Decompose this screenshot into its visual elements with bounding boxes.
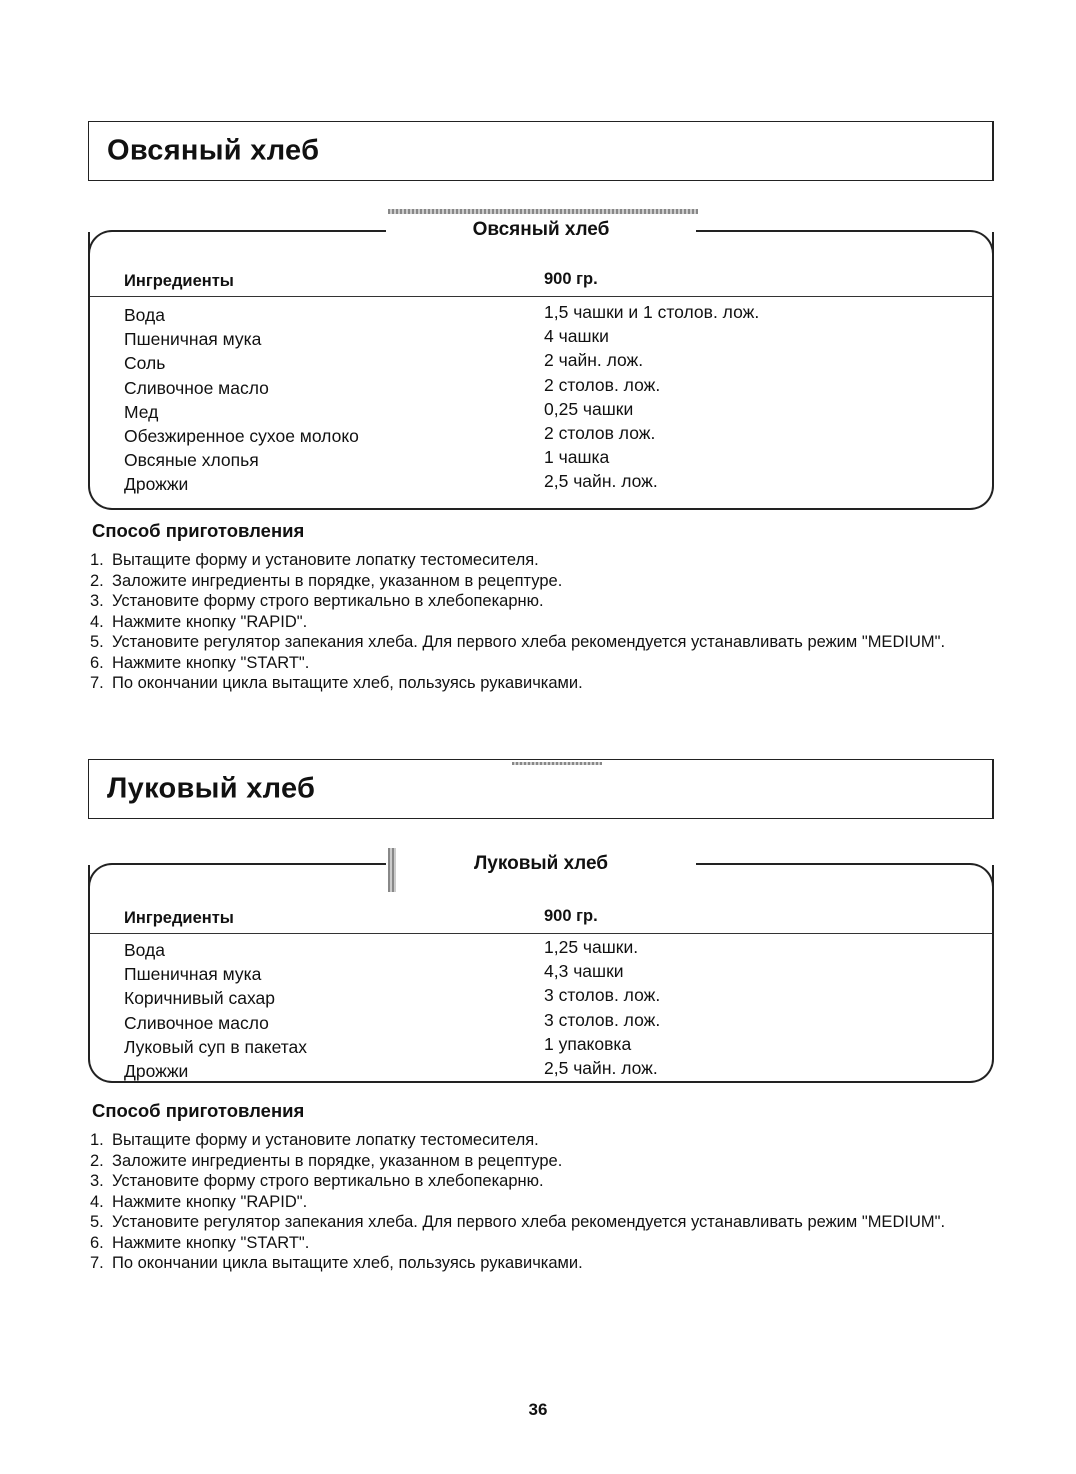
- ingredient-name: Луковый суп в пакетах: [124, 1036, 308, 1057]
- ingredient-amount: 1,25 чашки.: [544, 937, 639, 957]
- ingredient-name: Мед: [124, 401, 159, 422]
- step-text: Нажмите кнопку "RAPID".: [112, 1192, 308, 1211]
- list-item: [90, 673, 990, 694]
- table-row: [90, 328, 992, 352]
- step-text: Нажмите кнопку "START".: [112, 1233, 310, 1252]
- ingredient-name: Коричнивый сахар: [124, 988, 276, 1009]
- ingredient-amount: 0,25 чашки: [544, 398, 634, 419]
- table-row: [90, 374, 992, 401]
- step-text: Заложите ингредиенты в порядке, указанном в рецептуре.: [112, 571, 563, 590]
- step-number: 2.: [90, 571, 104, 590]
- list-item: [90, 1212, 990, 1233]
- step-number: 3.: [90, 1172, 104, 1190]
- ingredient-name: Дрожжи: [124, 474, 189, 495]
- step-number: 5.: [90, 1213, 104, 1231]
- step-text: Установите регулятор запекания хлеба. Для первого хлеба рекомендуется устанавливать режим "MEDIUM".: [112, 1213, 946, 1231]
- table-row: [90, 449, 992, 473]
- column-header-ingredients: Ингредиенты: [124, 272, 234, 290]
- step-text: Установите форму строго вертикально в хлебопекарню.: [112, 592, 544, 610]
- step-number: 7.: [90, 674, 104, 692]
- table-row: [90, 1009, 992, 1036]
- step-number: 1.: [90, 1131, 104, 1149]
- method-steps: [90, 550, 990, 694]
- column-header-amount: 900 гр.: [544, 907, 598, 925]
- method-steps: [90, 1130, 990, 1274]
- ingredient-amount: 4,3 чашки: [544, 961, 624, 982]
- section-header-oat-bread: [88, 121, 994, 181]
- table-header-row: [90, 907, 992, 934]
- ingredient-name: Вода: [124, 305, 165, 325]
- ingredient-amount: 3 столов. лож.: [544, 1009, 661, 1030]
- step-number: 5.: [90, 633, 104, 651]
- table-row: [90, 1033, 992, 1060]
- table-title: Овсяный хлеб: [472, 219, 610, 240]
- step-text: По окончании цикла вытащите хлеб, пользуясь рукавичками.: [112, 1254, 583, 1272]
- ingredient-name: Овсяные хлопья: [124, 450, 259, 471]
- table-row: [90, 304, 992, 328]
- ingredient-name: Пшеничная мука: [124, 329, 262, 350]
- ingredient-amount: 2,5 чайн. лож.: [544, 471, 658, 492]
- list-item: [90, 1171, 990, 1192]
- table-row: [90, 1057, 992, 1084]
- table-row: [90, 987, 992, 1011]
- ingredient-name: Вода: [124, 940, 165, 960]
- ingredient-amount: 2 чайн. лож.: [544, 350, 644, 371]
- step-text: Установите регулятор запекания хлеба. Для первого хлеба рекомендуется устанавливать режим "MEDIUM".: [112, 633, 946, 651]
- ingredient-amount: 2,5 чайн. лож.: [544, 1057, 658, 1078]
- page-number: 36: [528, 1400, 548, 1419]
- method-title: Способ приготовления: [92, 1100, 305, 1121]
- ingredient-name: Соль: [124, 353, 166, 374]
- table-row: [90, 352, 992, 376]
- ingredient-amount: 2 столов. лож.: [544, 374, 661, 395]
- ingredient-rows: [90, 939, 992, 1084]
- ingredients-table-onion-bread: [88, 853, 994, 1083]
- ingredient-amount: 1 чашка: [544, 447, 610, 468]
- ingredient-amount: 4 чашки: [544, 326, 609, 347]
- ingredient-name: Пшеничная мука: [124, 964, 262, 985]
- step-number: 6.: [90, 653, 104, 672]
- ingredient-name: Дрожжи: [124, 1060, 189, 1081]
- list-item: [90, 1233, 990, 1254]
- step-number: 6.: [90, 1233, 104, 1252]
- list-item: [90, 1130, 990, 1151]
- section-header-onion-bread: [88, 759, 994, 819]
- step-number: 2.: [90, 1151, 104, 1170]
- list-item: [90, 550, 990, 571]
- table-row: [90, 473, 992, 497]
- list-item: [90, 1253, 990, 1274]
- list-item: [90, 1151, 990, 1172]
- scan-artifact: [512, 762, 602, 765]
- ingredients-table-oat-bread: [88, 219, 994, 510]
- table-title: Луковый хлеб: [473, 853, 609, 874]
- list-item: [90, 632, 990, 653]
- list-item: [90, 653, 990, 674]
- step-number: 4.: [90, 612, 104, 631]
- table-row: [90, 963, 992, 987]
- step-number: 7.: [90, 1254, 104, 1272]
- ingredient-amount: 2 столов лож.: [544, 422, 656, 443]
- step-text: Вытащите форму и установите лопатку тестомесителя.: [112, 551, 539, 569]
- list-item: [90, 571, 990, 592]
- ingredient-name: Сливочное масло: [124, 377, 269, 398]
- list-item: [90, 591, 990, 612]
- step-text: Вытащите форму и установите лопатку тестомесителя.: [112, 1131, 539, 1149]
- section-title: Овсяный хлеб: [107, 134, 320, 167]
- scan-artifact: [388, 209, 698, 214]
- table-row: [90, 398, 992, 425]
- step-text: Заложите ингредиенты в порядке, указанном в рецептуре.: [112, 1151, 563, 1170]
- table-row: [90, 939, 992, 963]
- step-number: 4.: [90, 1192, 104, 1211]
- step-text: Нажмите кнопку "START".: [112, 653, 310, 672]
- step-text: Нажмите кнопку "RAPID".: [112, 612, 308, 631]
- section-title: Луковый хлеб: [107, 772, 316, 805]
- ingredient-rows: [90, 304, 992, 498]
- table-header-row: [90, 270, 992, 297]
- step-number: 1.: [90, 551, 104, 569]
- list-item: [90, 1192, 990, 1213]
- step-text: Установите форму строго вертикально в хлебопекарню.: [112, 1172, 544, 1190]
- ingredient-name: Обезжиренное сухое молоко: [124, 425, 359, 446]
- ingredient-amount: 3 столов. лож.: [544, 985, 661, 1006]
- step-number: 3.: [90, 592, 104, 610]
- method-title: Способ приготовления: [92, 520, 305, 541]
- step-text: По окончании цикла вытащите хлеб, пользуясь рукавичками.: [112, 674, 583, 692]
- ingredient-amount: 1,5 чашки и 1 столов. лож.: [544, 302, 760, 322]
- ingredient-name: Сливочное масло: [124, 1012, 269, 1033]
- column-header-ingredients: Ингредиенты: [124, 909, 234, 927]
- list-item: [90, 612, 990, 633]
- ingredient-amount: 1 упаковка: [544, 1033, 632, 1054]
- table-row: [90, 422, 992, 449]
- column-header-amount: 900 гр.: [544, 270, 598, 288]
